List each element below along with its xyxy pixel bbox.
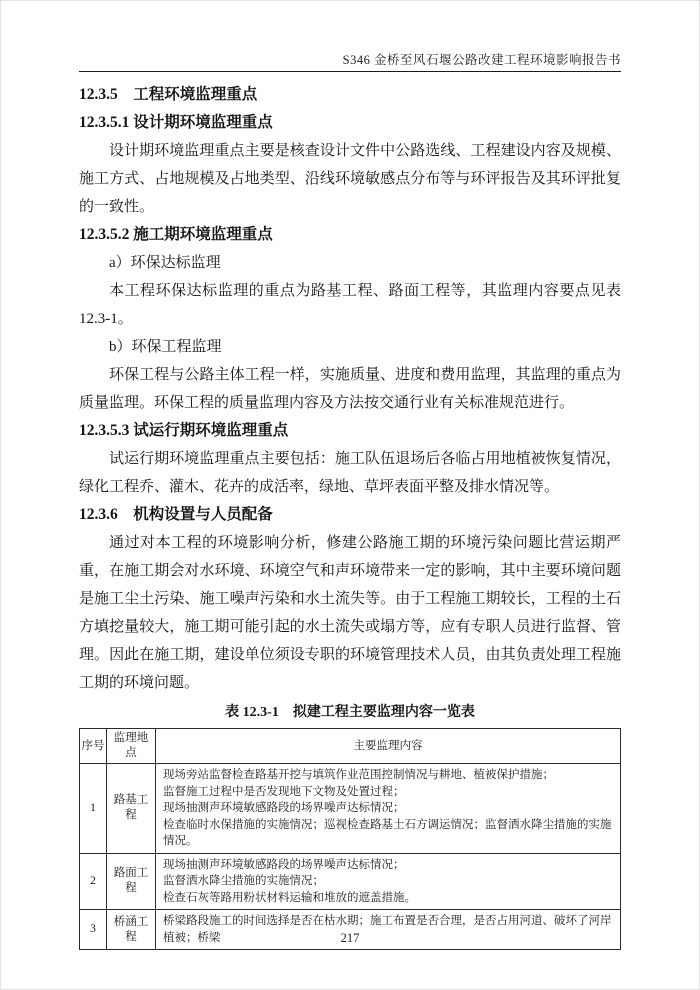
paragraph-compliance-supervision: 本工程环保达标监理的重点为路基工程、路面工程等，其监理内容要点见表12.3-1。 [79, 283, 621, 327]
content-line: 现场旁站监督检查路基开挖与填筑作业范围控制情况与耕地、植被保护措施； [163, 769, 554, 781]
content-line: 检查临时水保措施的实施情况；巡视检查路基土石方调运情况；监督洒水降尘措施的实施情况。 [163, 818, 612, 847]
column-header-main-content: 主要监理内容 [156, 729, 621, 764]
heading-12-3-5: 12.3.5 工程环境监理重点 [79, 86, 258, 103]
cell-row-no: 2 [80, 853, 107, 910]
running-head-title: S346 金桥至风石堰公路改建工程环境影响报告书 [342, 53, 621, 67]
list-item-a: a）环保达标监理 [109, 255, 221, 271]
content-line: 现场抽测声环境敏感路段的场界噪声达标情况； [163, 858, 405, 871]
cell-location: 路基工程 [107, 764, 156, 854]
supervision-content-table [79, 728, 621, 950]
content-line: 检查石灰等路用粉状材料运输和堆放的遮盖措施。 [163, 891, 416, 904]
paragraph-trial-period: 试运行期环境监理重点主要包括：施工队伍退场后各临占用地植被恢复情况，绿化工程乔、灌木、花卉的成活率，绿地、草坪表面平整及排水情况等。 [79, 451, 621, 495]
column-header-location: 监理地点 [107, 729, 156, 764]
content-line: 监督洒水降尘措施的实施情况； [163, 875, 324, 887]
paragraph-env-engineering-supervision: 环保工程与公路主体工程一样，实施质量、进度和费用监理，其监理的重点为质量监理。环保工程的质量监理内容及方法按交通行业有关标准规范进行。 [79, 367, 621, 411]
table-title: 表 12.3-1 拟建工程主要监理内容一览表 [225, 705, 475, 720]
page-number: 217 [340, 931, 360, 945]
table-row-pavement [80, 853, 621, 910]
list-item-b: b）环保工程监理 [109, 339, 222, 355]
cell-row-no: 3 [80, 910, 107, 950]
cell-supervision-content [156, 853, 621, 910]
heading-12-3-6: 12.3.6 机构设置与人员配备 [79, 506, 273, 523]
heading-12-3-5-2: 12.3.5.2 施工期环境监理重点 [79, 226, 273, 243]
table-row-roadbed [80, 764, 621, 854]
cell-location: 路面工程 [107, 853, 156, 910]
cell-row-no: 1 [80, 764, 107, 854]
content-line: 监督施工过程中是否发现地下文物及处置过程； [163, 785, 405, 798]
heading-12-3-5-3: 12.3.5.3 试运行期环境监理重点 [79, 422, 289, 439]
paragraph-design-period: 设计期环境监理重点主要是核查设计文件中公路选线、工程建设内容及规模、施工方式、占地规模及占地类型、沿线环境敏感点分布等与环评报告及其环评批复的一致性。 [79, 143, 621, 215]
column-header-no: 序号 [80, 729, 107, 764]
heading-12-3-5-1: 12.3.5.1 设计期环境监理重点 [79, 114, 273, 131]
content-line: 现场抽测声环境敏感路段的场界噪声达标情况； [163, 802, 405, 814]
page-header [79, 0, 621, 68]
paragraph-organization-staffing: 通过对本工程的环境影响分析，修建公路施工期的环境污染问题比营运期严重，在施工期会对水环境、环境空气和声环境带来一定的影响，其中主要环境问题是施工尘土污染、施工噪声污染和水土流失等。由于工程施工期较长，工程的土石方填挖量较大，施工期可能引起的水土流失或塌方等，应有专职人员进行监督、管理。因此在施工期，建设单位须设专职的环境管理技术人员，由其负责处理工程施工期的环境问题。 [79, 535, 621, 691]
cell-supervision-content [156, 764, 621, 854]
table-header-row [80, 729, 621, 764]
content-line: 桥梁路段施工的时间选择是否在枯水期；施工布置是否合理，是否占用河道、破坏了河岸植被；桥梁 [163, 915, 612, 944]
cell-location: 桥涵工程 [107, 910, 156, 950]
document-body [79, 72, 621, 950]
